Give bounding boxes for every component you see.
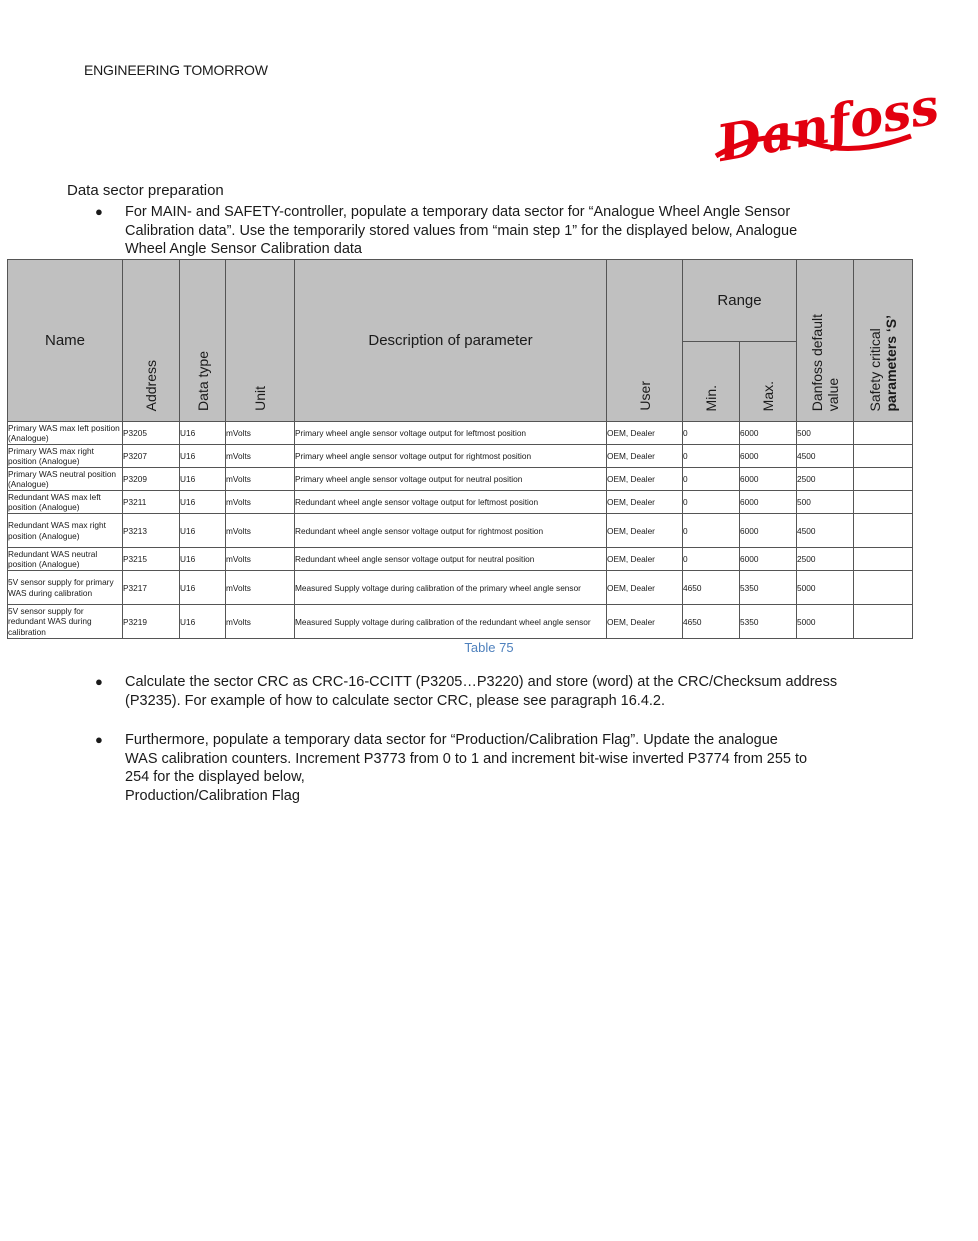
header-default [797, 260, 854, 422]
cell-unit: mVolts [226, 491, 295, 514]
cell-min: 0 [683, 514, 740, 548]
cell-name: Primary WAS neutral position (Analogue) [8, 468, 123, 491]
cell-unit: mVolts [226, 514, 295, 548]
bullet-3-line: WAS calibration counters. Increment P3773 from 0 to 1 and increment bit-wise inverted P3774 from 255 to [125, 750, 808, 767]
bullet-1-line: Wheel Angle Sensor Calibration data [125, 241, 362, 257]
section-title: Data sector preparation [67, 182, 224, 199]
cell-address: P3219 [123, 605, 180, 639]
cell-name: Redundant WAS max left position (Analogue) [8, 491, 123, 514]
cell-address: P3217 [123, 571, 180, 605]
header-user [607, 260, 683, 422]
table-row [8, 468, 913, 491]
table-row [8, 605, 913, 639]
header-min [683, 342, 740, 422]
cell-name: Redundant WAS max right position (Analogue) [8, 514, 123, 548]
cell-type: U16 [180, 514, 226, 548]
header-address-label: Address [143, 359, 159, 411]
cell-unit: mVolts [226, 605, 295, 639]
header-name: Name [8, 260, 123, 422]
logo-wordmark: Danfoss [712, 76, 944, 173]
header-min-label: Min. [703, 384, 719, 411]
cell-max: 6000 [740, 468, 797, 491]
cell-min: 0 [683, 468, 740, 491]
cell-type: U16 [180, 571, 226, 605]
header-data-type-label: Data type [194, 351, 211, 411]
cell-name: Primary WAS max right position (Analogue) [8, 445, 123, 468]
cell-user: OEM, Dealer [607, 548, 683, 571]
bullet-dot: ● [95, 732, 103, 747]
cell-max: 6000 [740, 445, 797, 468]
cell-max: 6000 [740, 514, 797, 548]
cell-user: OEM, Dealer [607, 491, 683, 514]
cell-default: 5000 [797, 605, 854, 639]
cell-unit: mVolts [226, 422, 295, 445]
header-unit-label: Unit [252, 386, 268, 411]
cell-safety [854, 514, 913, 548]
bullet-2-line: Calculate the sector CRC as CRC-16-CCITT (P3205…P3220) and store (word) at the CRC/Checksum address [125, 674, 838, 690]
header-max-label: Max. [760, 380, 776, 411]
cell-address: P3211 [123, 491, 180, 514]
bullet-dot: ● [95, 674, 103, 689]
cell-unit: mVolts [226, 468, 295, 491]
cell-safety [854, 468, 913, 491]
bullet-1-line: Calibration data”. Use the temporarily stored values from “main step 1” for the displayed below, Analogue [125, 222, 798, 239]
cell-type: U16 [180, 605, 226, 639]
cell-safety [854, 422, 913, 445]
cell-user: OEM, Dealer [607, 445, 683, 468]
cell-type: U16 [180, 548, 226, 571]
cell-type: U16 [180, 422, 226, 445]
cell-type: U16 [180, 491, 226, 514]
bullet-3-line: Furthermore, populate a temporary data sector for “Production/Calibration Flag”. Update the analogue [125, 732, 778, 748]
cell-type: U16 [180, 468, 226, 491]
table-row [8, 514, 913, 548]
cell-user: OEM, Dealer [607, 514, 683, 548]
cell-default: 2500 [797, 468, 854, 491]
cell-max: 5350 [740, 571, 797, 605]
bullet-2-line: (P3235). For example of how to calculate sector CRC, please see paragraph 16.4.2. [125, 692, 666, 709]
cell-default: 500 [797, 422, 854, 445]
cell-default: 500 [797, 491, 854, 514]
cell-unit: mVolts [226, 571, 295, 605]
cell-description: Primary wheel angle sensor voltage output for leftmost position [295, 422, 607, 445]
cell-description: Primary wheel angle sensor voltage output for rightmost position [295, 445, 607, 468]
bullet-2 [95, 673, 855, 710]
cell-description: Redundant wheel angle sensor voltage output for leftmost position [295, 491, 607, 514]
cell-address: P3207 [123, 445, 180, 468]
table-row [8, 548, 913, 571]
cell-default: 4500 [797, 514, 854, 548]
cell-safety [854, 571, 913, 605]
cell-min: 0 [683, 445, 740, 468]
cell-description: Redundant wheel angle sensor voltage output for neutral position [295, 548, 607, 571]
cell-address: P3209 [123, 468, 180, 491]
cell-max: 5350 [740, 605, 797, 639]
cell-min: 4650 [683, 571, 740, 605]
bullet-3-line: Production/Calibration Flag [125, 787, 300, 804]
cell-unit: mVolts [226, 548, 295, 571]
cell-safety [854, 605, 913, 639]
bullet-1-line: For MAIN- and SAFETY-controller, populate a temporary data sector for “Analogue Wheel Angle Sensor [125, 204, 791, 220]
header-user-label: User [636, 381, 653, 411]
cell-default: 4500 [797, 445, 854, 468]
danfoss-logo [706, 76, 944, 176]
cell-user: OEM, Dealer [607, 571, 683, 605]
cell-description: Measured Supply voltage during calibration of the primary wheel angle sensor [295, 571, 607, 605]
header-address [123, 260, 180, 422]
header-company-text: ENGINEERING TOMORROW [84, 62, 268, 78]
parameter-table [7, 259, 913, 639]
table-caption: Table 75 [464, 640, 514, 655]
cell-name: 5V sensor supply for primary WAS during calibration [8, 571, 123, 605]
cell-name: 5V sensor supply for redundant WAS during calibration [8, 605, 123, 639]
header-unit [226, 260, 295, 422]
cell-max: 6000 [740, 491, 797, 514]
cell-default: 2500 [797, 548, 854, 571]
header-data-type [180, 260, 226, 422]
bullet-3-line: 254 for the displayed below, [125, 769, 305, 785]
cell-description: Measured Supply voltage during calibration of the redundant wheel angle sensor [295, 605, 607, 639]
cell-address: P3215 [123, 548, 180, 571]
header-default-line2: value [825, 377, 842, 411]
cell-address: P3213 [123, 514, 180, 548]
cell-default: 5000 [797, 571, 854, 605]
cell-min: 0 [683, 422, 740, 445]
header-description: Description of parameter [295, 260, 607, 422]
header-safety [854, 260, 913, 422]
cell-description: Primary wheel angle sensor voltage output for neutral position [295, 468, 607, 491]
header-max [740, 342, 797, 422]
cell-user: OEM, Dealer [607, 422, 683, 445]
bullet-3 [95, 731, 855, 805]
cell-type: U16 [180, 445, 226, 468]
cell-address: P3205 [123, 422, 180, 445]
cell-min: 4650 [683, 605, 740, 639]
cell-safety [854, 445, 913, 468]
cell-name: Primary WAS max left position (Analogue) [8, 422, 123, 445]
table-body [8, 422, 913, 639]
table-row [8, 422, 913, 445]
cell-max: 6000 [740, 548, 797, 571]
cell-description: Redundant wheel angle sensor voltage output for rightmost position [295, 514, 607, 548]
cell-user: OEM, Dealer [607, 468, 683, 491]
cell-max: 6000 [740, 422, 797, 445]
bullet-dot: ● [95, 204, 103, 219]
table-row [8, 571, 913, 605]
cell-safety [854, 548, 913, 571]
bullet-1 [95, 203, 855, 259]
header-range: Range [683, 260, 797, 342]
cell-min: 0 [683, 491, 740, 514]
table-row [8, 445, 913, 468]
header-default-line1: Danfoss default [809, 313, 826, 411]
cell-min: 0 [683, 548, 740, 571]
cell-user: OEM, Dealer [607, 605, 683, 639]
header-safety-line2: parameters ‘S’ [883, 314, 900, 411]
cell-unit: mVolts [226, 445, 295, 468]
cell-name: Redundant WAS neutral position (Analogue) [8, 548, 123, 571]
cell-safety [854, 491, 913, 514]
header-safety-line1: Safety critical [867, 327, 884, 411]
table-row [8, 491, 913, 514]
